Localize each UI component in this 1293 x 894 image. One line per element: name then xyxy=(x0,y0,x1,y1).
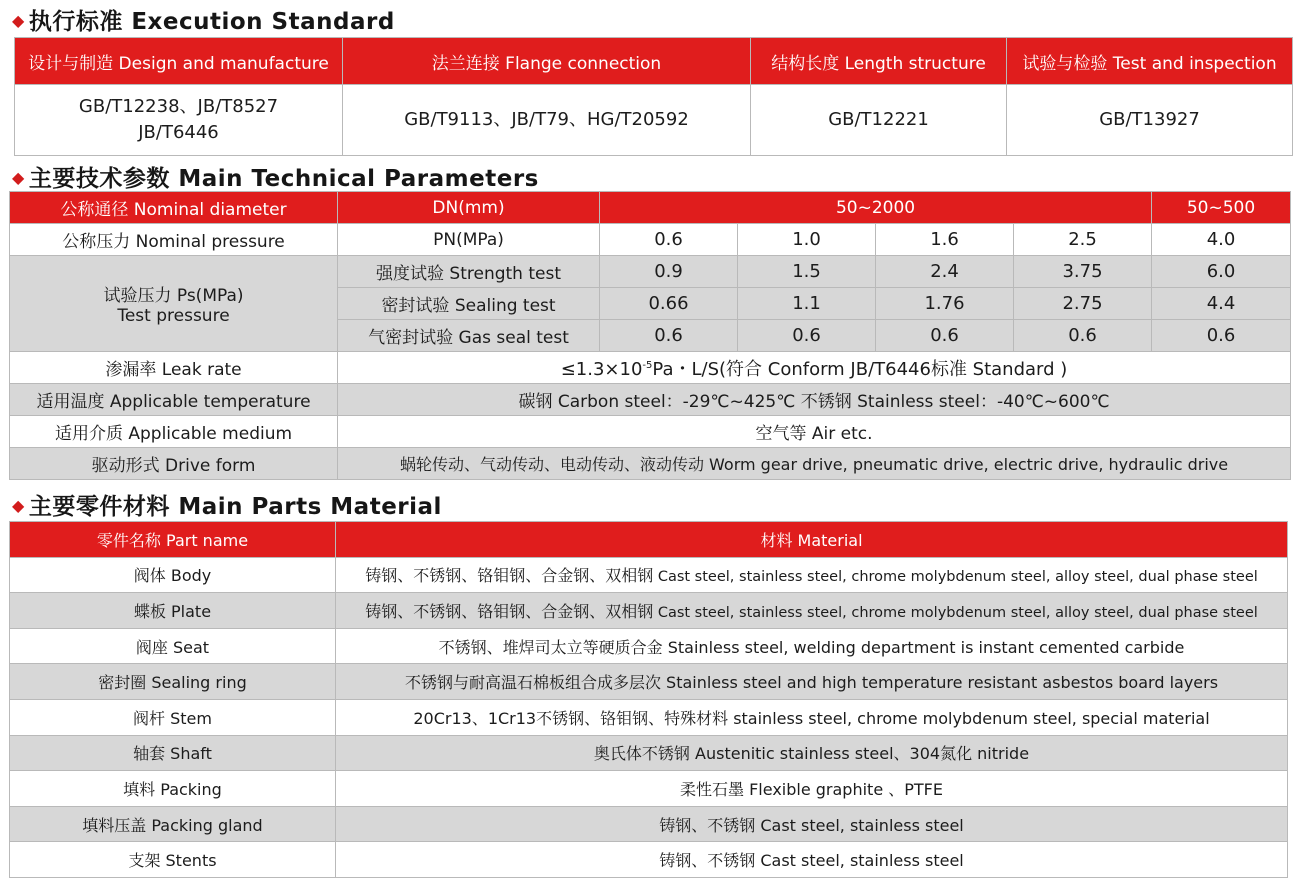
part-name-header: 零件名称 Part name xyxy=(10,522,336,558)
section-title-text: 主要技术参数 Main Technical Parameters xyxy=(28,166,539,192)
section-title-execution-standard xyxy=(12,3,395,36)
dn-label: DN(mm) xyxy=(338,192,600,224)
part-material xyxy=(336,842,1288,878)
part-name: 轴套 Shaft xyxy=(10,735,336,771)
table-row xyxy=(10,557,1288,593)
pn-value: 1.0 xyxy=(738,224,876,256)
part-material xyxy=(336,593,1288,629)
material-en: Cast steel, stainless steel xyxy=(755,851,964,871)
part-name: 阀体 Body xyxy=(10,557,336,593)
section-title-main-technical-parameters xyxy=(12,160,539,193)
material-en: Austenitic stainless steel、304氮化 nitride xyxy=(689,744,1030,764)
material-en: Cast steel, stainless steel xyxy=(755,815,964,835)
part-material xyxy=(336,806,1288,842)
pn-label: PN(MPa) xyxy=(338,224,600,256)
design-standard-cell xyxy=(15,85,343,156)
strength-value: 2.4 xyxy=(876,256,1014,288)
sealing-value: 2.75 xyxy=(1014,288,1152,320)
table-row xyxy=(10,735,1288,771)
table-row xyxy=(10,628,1288,664)
table-row xyxy=(10,699,1288,735)
diamond-bullet-icon: ◆ xyxy=(12,496,25,515)
length-standard-cell: GB/T12221 xyxy=(751,85,1007,156)
material-cn: 铸钢、不锈钢、铬钼钢、合金钢、双相钢 xyxy=(365,566,654,586)
gas-seal-value: 0.6 xyxy=(1152,320,1291,352)
drive-form-value: 蜗轮传动、气动传动、电动传动、液动传动 Worm gear drive, pneumatic drive, electric drive, hydraulic drive xyxy=(338,448,1291,480)
material-en: Stainless steel and high temperature resistant asbestos board layers xyxy=(660,673,1219,693)
strength-test-label: 强度试验 Strength test xyxy=(338,256,600,288)
table-row xyxy=(10,593,1288,629)
pn-value: 2.5 xyxy=(1014,224,1152,256)
sealing-value: 1.76 xyxy=(876,288,1014,320)
material-en: Cast steel, stainless steel, chrome molybdenum steel, alloy steel, dual phase steel xyxy=(653,604,1258,621)
section-title-text: 主要零件材料 Main Parts Material xyxy=(28,494,442,520)
part-material xyxy=(336,664,1288,700)
leak-rate-label: 渗漏率 Leak rate xyxy=(10,352,338,384)
diamond-bullet-icon: ◆ xyxy=(12,168,25,187)
part-material xyxy=(336,557,1288,593)
material-cn: 奥氏体不锈钢 xyxy=(593,744,690,764)
part-name: 蝶板 Plate xyxy=(10,593,336,629)
temperature-value: 碳钢 Carbon steel：-29℃~425℃ 不锈钢 Stainless steel：-40℃~600℃ xyxy=(338,384,1291,416)
leak-rate-exponent: -5 xyxy=(642,359,653,371)
sealing-value: 0.66 xyxy=(600,288,738,320)
technical-parameters-table xyxy=(9,191,1291,480)
medium-value: 空气等 Air etc. xyxy=(338,416,1291,448)
part-name: 阀座 Seat xyxy=(10,628,336,664)
header-design: 设计与制造 Design and manufacture xyxy=(15,38,343,85)
gas-seal-test-label: 气密封试验 Gas seal test xyxy=(338,320,600,352)
part-name: 阀杆 Stem xyxy=(10,699,336,735)
drive-form-label: 驱动形式 Drive form xyxy=(10,448,338,480)
execution-standard-table xyxy=(14,37,1293,156)
material-cn: 不锈钢、堆焊司太立等硬质合金 xyxy=(438,637,663,657)
header-test: 试验与检验 Test and inspection xyxy=(1007,38,1293,85)
pn-value: 1.6 xyxy=(876,224,1014,256)
pn-value: 4.0 xyxy=(1152,224,1291,256)
part-material xyxy=(336,699,1288,735)
table-row xyxy=(10,806,1288,842)
nominal-diameter-label: 公称通径 Nominal diameter xyxy=(10,192,338,224)
gas-seal-value: 0.6 xyxy=(738,320,876,352)
table-row xyxy=(10,842,1288,878)
material-cn: 柔性石墨 xyxy=(680,779,745,799)
sealing-test-label: 密封试验 Sealing test xyxy=(338,288,600,320)
material-en: stainless steel, chrome molybdenum steel, special material xyxy=(728,708,1210,728)
medium-label: 适用介质 Applicable medium xyxy=(10,416,338,448)
test-pressure-label-line1: 试验压力 Ps(MPa) xyxy=(103,286,244,306)
material-cn: 铸钢、不锈钢 xyxy=(659,851,756,871)
leak-rate-value xyxy=(338,352,1291,384)
design-standard-line2: JB/T6446 xyxy=(138,122,219,143)
table-row xyxy=(10,664,1288,700)
strength-value: 0.9 xyxy=(600,256,738,288)
gas-seal-value: 0.6 xyxy=(876,320,1014,352)
test-standard-cell: GB/T13927 xyxy=(1007,85,1293,156)
design-standard-line1: GB/T12238、JB/T8527 xyxy=(78,96,279,117)
part-material xyxy=(336,771,1288,807)
gas-seal-value: 0.6 xyxy=(1014,320,1152,352)
part-name: 支架 Stents xyxy=(10,842,336,878)
part-name: 密封圈 Sealing ring xyxy=(10,664,336,700)
flange-standard-cell: GB/T9113、JB/T79、HG/T20592 xyxy=(343,85,751,156)
strength-value: 6.0 xyxy=(1152,256,1291,288)
leak-rate-base: ≤1.3×10 xyxy=(560,358,643,380)
part-name: 填料 Packing xyxy=(10,771,336,807)
header-length: 结构长度 Length structure xyxy=(751,38,1007,85)
sealing-value: 4.4 xyxy=(1152,288,1291,320)
header-flange: 法兰连接 Flange connection xyxy=(343,38,751,85)
material-cn: 铸钢、不锈钢、铬钼钢、合金钢、双相钢 xyxy=(365,601,654,621)
part-material xyxy=(336,735,1288,771)
part-material xyxy=(336,628,1288,664)
material-en: Flexible graphite 、PTFE xyxy=(744,779,943,799)
dn-range-50-2000: 50~2000 xyxy=(600,192,1152,224)
section-title-main-parts-material xyxy=(12,488,442,521)
gas-seal-value: 0.6 xyxy=(600,320,738,352)
material-cn: 铸钢、不锈钢 xyxy=(659,815,756,835)
nominal-pressure-label: 公称压力 Nominal pressure xyxy=(10,224,338,256)
parts-material-table xyxy=(9,521,1288,878)
pn-value: 0.6 xyxy=(600,224,738,256)
material-cn: 20Cr13、1Cr13不锈钢、铬钼钢、特殊材料 xyxy=(413,708,729,728)
part-name: 填料压盖 Packing gland xyxy=(10,806,336,842)
material-cn: 不锈钢与耐高温石棉板组合成多层次 xyxy=(404,673,661,693)
test-pressure-label-line2: Test pressure xyxy=(117,306,230,326)
section-title-text: 执行标准 Execution Standard xyxy=(28,9,395,35)
sealing-value: 1.1 xyxy=(738,288,876,320)
diamond-bullet-icon: ◆ xyxy=(12,11,25,30)
strength-value: 1.5 xyxy=(738,256,876,288)
test-pressure-label xyxy=(10,256,338,352)
material-en: Stainless steel, welding department is instant cemented carbide xyxy=(662,637,1185,657)
leak-rate-unit: Pa・L/S(符合 Conform JB/T6446标准 Standard ) xyxy=(652,358,1068,380)
material-header: 材料 Material xyxy=(336,522,1288,558)
dn-range-50-500: 50~500 xyxy=(1152,192,1291,224)
temperature-label: 适用温度 Applicable temperature xyxy=(10,384,338,416)
strength-value: 3.75 xyxy=(1014,256,1152,288)
table-row xyxy=(10,771,1288,807)
material-en: Cast steel, stainless steel, chrome molybdenum steel, alloy steel, dual phase steel xyxy=(653,569,1258,586)
